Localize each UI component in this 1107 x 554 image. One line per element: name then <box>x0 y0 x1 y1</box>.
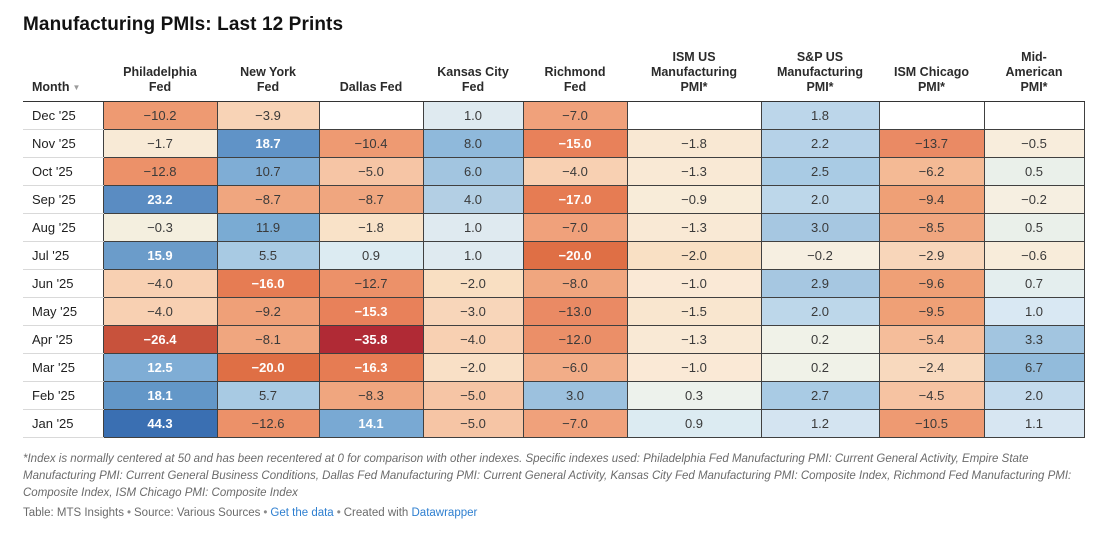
heat-cell: 0.9 <box>627 410 761 438</box>
heat-cell: −1.3 <box>627 214 761 242</box>
heat-cell: −9.4 <box>879 186 984 214</box>
heat-cell: −13.7 <box>879 130 984 158</box>
column-header[interactable]: Richmond Fed <box>523 46 627 102</box>
heat-cell: 0.2 <box>761 354 879 382</box>
heat-cell: −10.2 <box>103 102 217 130</box>
heat-cell: −2.0 <box>423 354 523 382</box>
heat-cell: −4.0 <box>103 270 217 298</box>
heat-cell: −20.0 <box>523 242 627 270</box>
heat-cell: 1.0 <box>423 214 523 242</box>
month-cell: Jul '25 <box>23 242 103 270</box>
heat-cell: −9.6 <box>879 270 984 298</box>
heat-cell: −4.0 <box>523 158 627 186</box>
heat-cell: −12.0 <box>523 326 627 354</box>
column-header[interactable]: ISM US Manufacturing PMI* <box>627 46 761 102</box>
column-header-month[interactable] <box>23 46 103 102</box>
month-cell: Nov '25 <box>23 130 103 158</box>
heat-cell: −7.0 <box>523 102 627 130</box>
heat-cell: −5.4 <box>879 326 984 354</box>
heat-cell: −9.5 <box>879 298 984 326</box>
column-header[interactable]: New York Fed <box>217 46 319 102</box>
heat-cell: 8.0 <box>423 130 523 158</box>
heat-cell: 4.0 <box>423 186 523 214</box>
separator-dot: • <box>336 507 341 520</box>
heat-cell: −8.1 <box>217 326 319 354</box>
heat-cell <box>879 102 984 130</box>
heat-cell: −26.4 <box>103 326 217 354</box>
heat-cell <box>984 102 1084 130</box>
heat-cell: 2.0 <box>761 298 879 326</box>
column-header[interactable]: Dallas Fed <box>319 46 423 102</box>
heat-cell: 44.3 <box>103 410 217 438</box>
heat-cell: −5.0 <box>423 410 523 438</box>
heat-cell: 14.1 <box>319 410 423 438</box>
table-row <box>23 102 1084 130</box>
heat-cell: −5.0 <box>423 382 523 410</box>
heat-cell: −6.0 <box>523 354 627 382</box>
heat-cell: −8.3 <box>319 382 423 410</box>
heat-cell: 5.7 <box>217 382 319 410</box>
heat-cell: 0.2 <box>761 326 879 354</box>
get-the-data-link[interactable]: Get the data <box>270 507 334 520</box>
table-row <box>23 130 1084 158</box>
sort-descending-icon: ▼ <box>72 82 81 92</box>
heat-cell: −7.0 <box>523 214 627 242</box>
table-row <box>23 298 1084 326</box>
heat-cell: −1.0 <box>627 354 761 382</box>
heat-cell: −1.3 <box>627 158 761 186</box>
heat-cell: −4.0 <box>103 298 217 326</box>
heat-cell: 10.7 <box>217 158 319 186</box>
table-row <box>23 326 1084 354</box>
heat-cell: −8.5 <box>879 214 984 242</box>
heat-cell <box>319 102 423 130</box>
heat-cell: −2.0 <box>627 242 761 270</box>
heat-cell: 18.7 <box>217 130 319 158</box>
heat-cell: −0.2 <box>984 186 1084 214</box>
heat-cell: −4.5 <box>879 382 984 410</box>
heat-cell: 3.0 <box>523 382 627 410</box>
heat-cell: 2.0 <box>761 186 879 214</box>
created-with-text: Created with <box>343 507 409 520</box>
month-cell: Aug '25 <box>23 214 103 242</box>
heat-cell: −15.3 <box>319 298 423 326</box>
month-cell: Oct '25 <box>23 158 103 186</box>
heat-cell: −1.0 <box>627 270 761 298</box>
heat-cell: 1.1 <box>984 410 1084 438</box>
month-cell: Sep '25 <box>23 186 103 214</box>
separator-dot: • <box>126 507 132 520</box>
heat-cell: 23.2 <box>103 186 217 214</box>
heat-cell: −10.5 <box>879 410 984 438</box>
heat-cell: −3.9 <box>217 102 319 130</box>
heat-cell: −1.3 <box>627 326 761 354</box>
heat-cell: −1.8 <box>627 130 761 158</box>
table-header-row <box>23 46 1084 102</box>
table-row <box>23 270 1084 298</box>
heat-cell: −0.2 <box>761 242 879 270</box>
heat-cell: −2.9 <box>879 242 984 270</box>
heat-cell: 6.7 <box>984 354 1084 382</box>
heat-cell: −2.4 <box>879 354 984 382</box>
heat-cell: −5.0 <box>319 158 423 186</box>
month-cell: Feb '25 <box>23 382 103 410</box>
heat-cell: −9.2 <box>217 298 319 326</box>
heat-cell: −0.6 <box>984 242 1084 270</box>
heat-cell: 0.3 <box>627 382 761 410</box>
column-header[interactable]: Kansas City Fed <box>423 46 523 102</box>
column-header[interactable]: Mid- American PMI* <box>984 46 1084 102</box>
footnote-text: *Index is normally centered at 50 and has been recentered at 0 for comparison with other indexes. Specific indexes used: Philadelphia Fed Manufacturing PMI: Current General Activity, Empire State Manufacturing PMI: Current General Business Conditions, Dallas Fed Manufacturing PMI: Current General Activity, Kansas City Fed Manufacturing PMI: Composite Index, Richmond Fed Manufacturing PMI: Composite Index, ISM Chicago PMI: Composite Index <box>23 453 1072 499</box>
heat-cell: 0.5 <box>984 158 1084 186</box>
heat-cell: 2.9 <box>761 270 879 298</box>
heat-cell: −6.2 <box>879 158 984 186</box>
heat-cell: −0.5 <box>984 130 1084 158</box>
heat-cell: 15.9 <box>103 242 217 270</box>
heat-cell: 0.5 <box>984 214 1084 242</box>
separator-dot: • <box>263 507 268 520</box>
heat-cell: −4.0 <box>423 326 523 354</box>
heat-cell: 6.0 <box>423 158 523 186</box>
table-row <box>23 158 1084 186</box>
heat-cell: −1.5 <box>627 298 761 326</box>
heat-cell: −12.7 <box>319 270 423 298</box>
table-row <box>23 242 1084 270</box>
table-row <box>23 214 1084 242</box>
column-header[interactable]: Philadelphia Fed <box>103 46 217 102</box>
table-row <box>23 186 1084 214</box>
month-cell: Jan '25 <box>23 410 103 438</box>
heat-cell: 2.5 <box>761 158 879 186</box>
heat-cell: 5.5 <box>217 242 319 270</box>
heat-cell: −0.9 <box>627 186 761 214</box>
heat-cell: −0.3 <box>103 214 217 242</box>
table-row <box>23 382 1084 410</box>
pmi-heatmap-table <box>23 46 1085 438</box>
table-credit: Table: MTS Insights <box>23 507 124 520</box>
heat-cell <box>627 102 761 130</box>
heat-cell: −7.0 <box>523 410 627 438</box>
month-cell: Mar '25 <box>23 354 103 382</box>
heat-cell: −13.0 <box>523 298 627 326</box>
heat-cell: −3.0 <box>423 298 523 326</box>
table-row <box>23 354 1084 382</box>
heat-cell: −1.7 <box>103 130 217 158</box>
column-header[interactable]: S&P US Manufacturing PMI* <box>761 46 879 102</box>
heat-cell: −20.0 <box>217 354 319 382</box>
heat-cell: −10.4 <box>319 130 423 158</box>
attribution-line <box>23 507 1084 519</box>
month-cell: May '25 <box>23 298 103 326</box>
heat-cell: 2.7 <box>761 382 879 410</box>
heat-cell: −35.8 <box>319 326 423 354</box>
heat-cell: 18.1 <box>103 382 217 410</box>
month-cell: Jun '25 <box>23 270 103 298</box>
heat-cell: 2.0 <box>984 382 1084 410</box>
heat-cell: 12.5 <box>103 354 217 382</box>
heat-cell: −12.6 <box>217 410 319 438</box>
heat-cell: 1.2 <box>761 410 879 438</box>
heat-cell: 2.2 <box>761 130 879 158</box>
month-header-label: Month <box>32 79 70 94</box>
heat-cell: 3.3 <box>984 326 1084 354</box>
heat-cell: 0.9 <box>319 242 423 270</box>
heat-cell: 11.9 <box>217 214 319 242</box>
source-credit: Source: Various Sources <box>134 507 261 520</box>
heat-cell: −16.0 <box>217 270 319 298</box>
month-cell: Dec '25 <box>23 102 103 130</box>
heat-cell: −12.8 <box>103 158 217 186</box>
heat-cell: 1.0 <box>423 102 523 130</box>
heat-cell: 1.0 <box>984 298 1084 326</box>
heat-cell: −17.0 <box>523 186 627 214</box>
month-cell: Apr '25 <box>23 326 103 354</box>
page-title: Manufacturing PMIs: Last 12 Prints <box>23 14 344 35</box>
heat-cell: 1.0 <box>423 242 523 270</box>
table-row <box>23 410 1084 438</box>
column-header[interactable]: ISM Chicago PMI* <box>879 46 984 102</box>
datawrapper-link[interactable]: Datawrapper <box>411 507 478 520</box>
heat-cell: 1.8 <box>761 102 879 130</box>
heat-cell: −16.3 <box>319 354 423 382</box>
heat-cell: 0.7 <box>984 270 1084 298</box>
heat-cell: −8.0 <box>523 270 627 298</box>
heat-cell: −1.8 <box>319 214 423 242</box>
heat-cell: −2.0 <box>423 270 523 298</box>
heat-cell: −8.7 <box>217 186 319 214</box>
heat-cell: 3.0 <box>761 214 879 242</box>
heat-cell: −15.0 <box>523 130 627 158</box>
heat-cell: −8.7 <box>319 186 423 214</box>
